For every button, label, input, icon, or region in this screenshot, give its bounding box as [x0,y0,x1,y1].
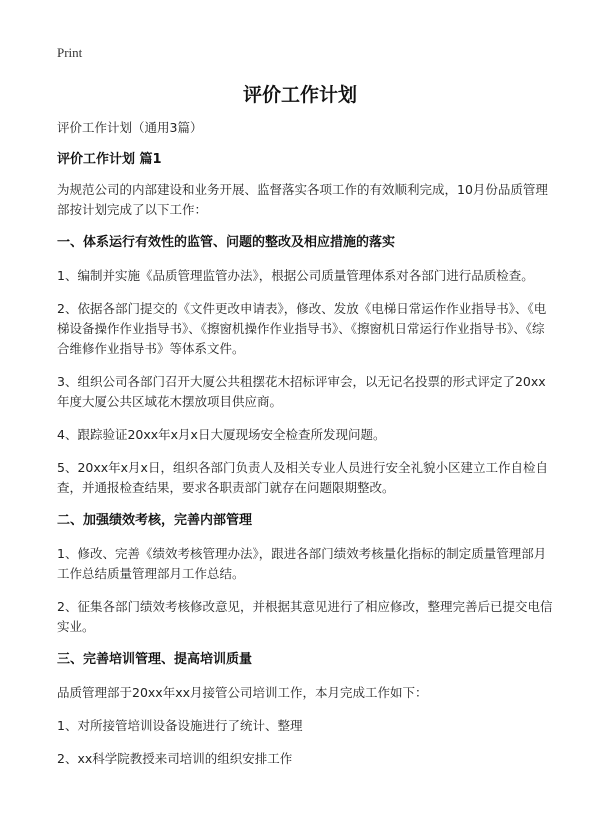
section-heading-article-1: 评价工作计划 篇1 [57,152,162,167]
section-heading-1: 一、体系运行有效性的监管、问题的整改及相应措施的落实 [57,235,396,250]
intro-paragraph: 为规范公司的内部建设和业务开展、监督落实各项工作的有效顺利完成，10月份品质管理部按计划完成了以下工作： [57,182,548,217]
document-subtitle: 评价工作计划（通用3篇） [57,120,203,135]
paragraph-1-2: 2、依据各部门提交的《文件更改申请表》，修改、发放《电梯日常运作作业指导书》、《电梯设备操作作业指导书》、《擦窗机操作作业指导书》、《擦窗机日常运行作业指导书》、《综合维修作业指导书》等体系文件。 [57,301,547,356]
section-heading-3: 三、完善培训管理、提高培训质量 [57,652,253,667]
paragraph-3-intro: 品质管理部于20xx年xx月接管公司培训工作，本月完成工作如下： [57,685,428,700]
paragraph-1-1: 1、编制并实施《品质管理监管办法》，根据公司质量管理体系对各部门进行品质检查。 [57,268,534,283]
paragraph-3-1: 1、对所接管培训设备设施进行了统计、整理 [57,718,303,733]
document-body [57,118,553,782]
paragraph-1-5: 5、20xx年x月x日，组织各部门负责人及相关专业人员进行安全礼貌小区建立工作自检自查，并通报检查结果，要求各职责部门就存在问题限期整改。 [57,460,548,495]
paragraph-1-3: 3、组织公司各部门召开大厦公共租摆花木招标评审会，以无记名投票的形式评定了20xx年度大厦公共区域花木摆放项目供应商。 [57,374,546,409]
paragraph-2-2: 2、征集各部门绩效考核修改意见，并根据其意见进行了相应修改，整理完善后已提交电信实业。 [57,599,553,634]
paragraph-2-1: 1、修改、完善《绩效考核管理办法》，跟进各部门绩效考核量化指标的制定质量管理部月工作总结质量管理部月工作总结。 [57,546,547,581]
print-link[interactable]: Print [57,45,83,60]
page-title: 评价工作计划 [242,84,357,106]
paragraph-1-4: 4、跟踪验证20xx年x月x日大厦现场安全检查所发现问题。 [57,427,386,442]
section-heading-2: 二、加强绩效考核，完善内部管理 [57,513,253,528]
paragraph-3-2: 2、xx科学院教授来司培训的组织安排工作 [57,751,293,766]
